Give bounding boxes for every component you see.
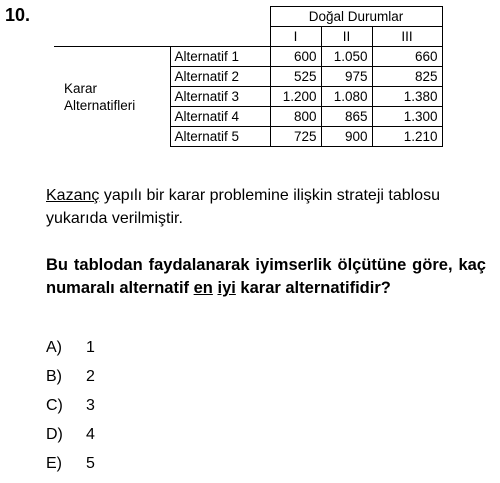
option-d[interactable] [46, 425, 95, 454]
question-text [46, 254, 486, 300]
option-label: A) [46, 339, 62, 356]
underlined-word-en: en [193, 279, 213, 297]
option-b[interactable] [46, 367, 95, 396]
problem-statement [46, 184, 486, 230]
table-cell: 800 [270, 107, 321, 127]
table-row [54, 47, 442, 67]
question-number: 10. [5, 5, 31, 25]
option-value: 2 [86, 368, 95, 385]
table-corner-blank [54, 27, 170, 47]
table-cell: 1.300 [372, 107, 442, 127]
row-label: Alternatif 1 [170, 47, 270, 67]
state-header-2: II [321, 27, 372, 47]
row-label: Alternatif 5 [170, 127, 270, 147]
option-e[interactable] [46, 454, 95, 483]
table-cell: 975 [321, 67, 372, 87]
table-cell: 1.210 [372, 127, 442, 147]
underlined-word-iyi: iyi [217, 279, 236, 297]
row-group-label-line1: Karar [64, 80, 98, 96]
option-label: C) [46, 397, 63, 414]
row-label: Alternatif 4 [170, 107, 270, 127]
row-label: Alternatif 3 [170, 87, 270, 107]
table-corner-blank [170, 7, 270, 27]
table-cell: 660 [372, 47, 442, 67]
answer-options [46, 338, 95, 483]
question-text-part1: Bu tablodan faydalanarak iyimserlik ölçütüne göre, kaç numaralı alternatif [46, 256, 486, 297]
strategy-table [54, 6, 443, 147]
table-cell: 525 [270, 67, 321, 87]
state-header-1: I [270, 27, 321, 47]
table-cell: 825 [372, 67, 442, 87]
problem-statement-text: yapılı bir karar problemine ilişkin strateji tablosu yukarıda verilmiştir. [46, 187, 440, 227]
table-corner-blank [54, 7, 170, 27]
table-corner-blank [170, 27, 270, 47]
table-cell: 1.050 [321, 47, 372, 67]
question-text-part2: karar alternatifidir? [235, 279, 391, 297]
underlined-word: Kazanç [46, 187, 100, 204]
option-label: D) [46, 426, 63, 443]
option-a[interactable] [46, 338, 95, 367]
state-header-3: III [372, 27, 442, 47]
table-cell: 1.200 [270, 87, 321, 107]
option-value: 5 [86, 455, 95, 472]
row-group-label-line2: Alternatifleri [64, 97, 136, 113]
natural-states-header: Doğal Durumlar [270, 7, 442, 27]
table-cell: 1.080 [321, 87, 372, 107]
option-label: E) [46, 455, 62, 472]
decision-alternatives-label [54, 47, 170, 147]
option-value: 4 [86, 426, 95, 443]
option-value: 3 [86, 397, 95, 414]
table-cell: 725 [270, 127, 321, 147]
table-cell: 600 [270, 47, 321, 67]
option-value: 1 [86, 339, 95, 356]
table-cell: 865 [321, 107, 372, 127]
table-cell: 900 [321, 127, 372, 147]
option-label: B) [46, 368, 62, 385]
table-cell: 1.380 [372, 87, 442, 107]
option-c[interactable] [46, 396, 95, 425]
row-label: Alternatif 2 [170, 67, 270, 87]
